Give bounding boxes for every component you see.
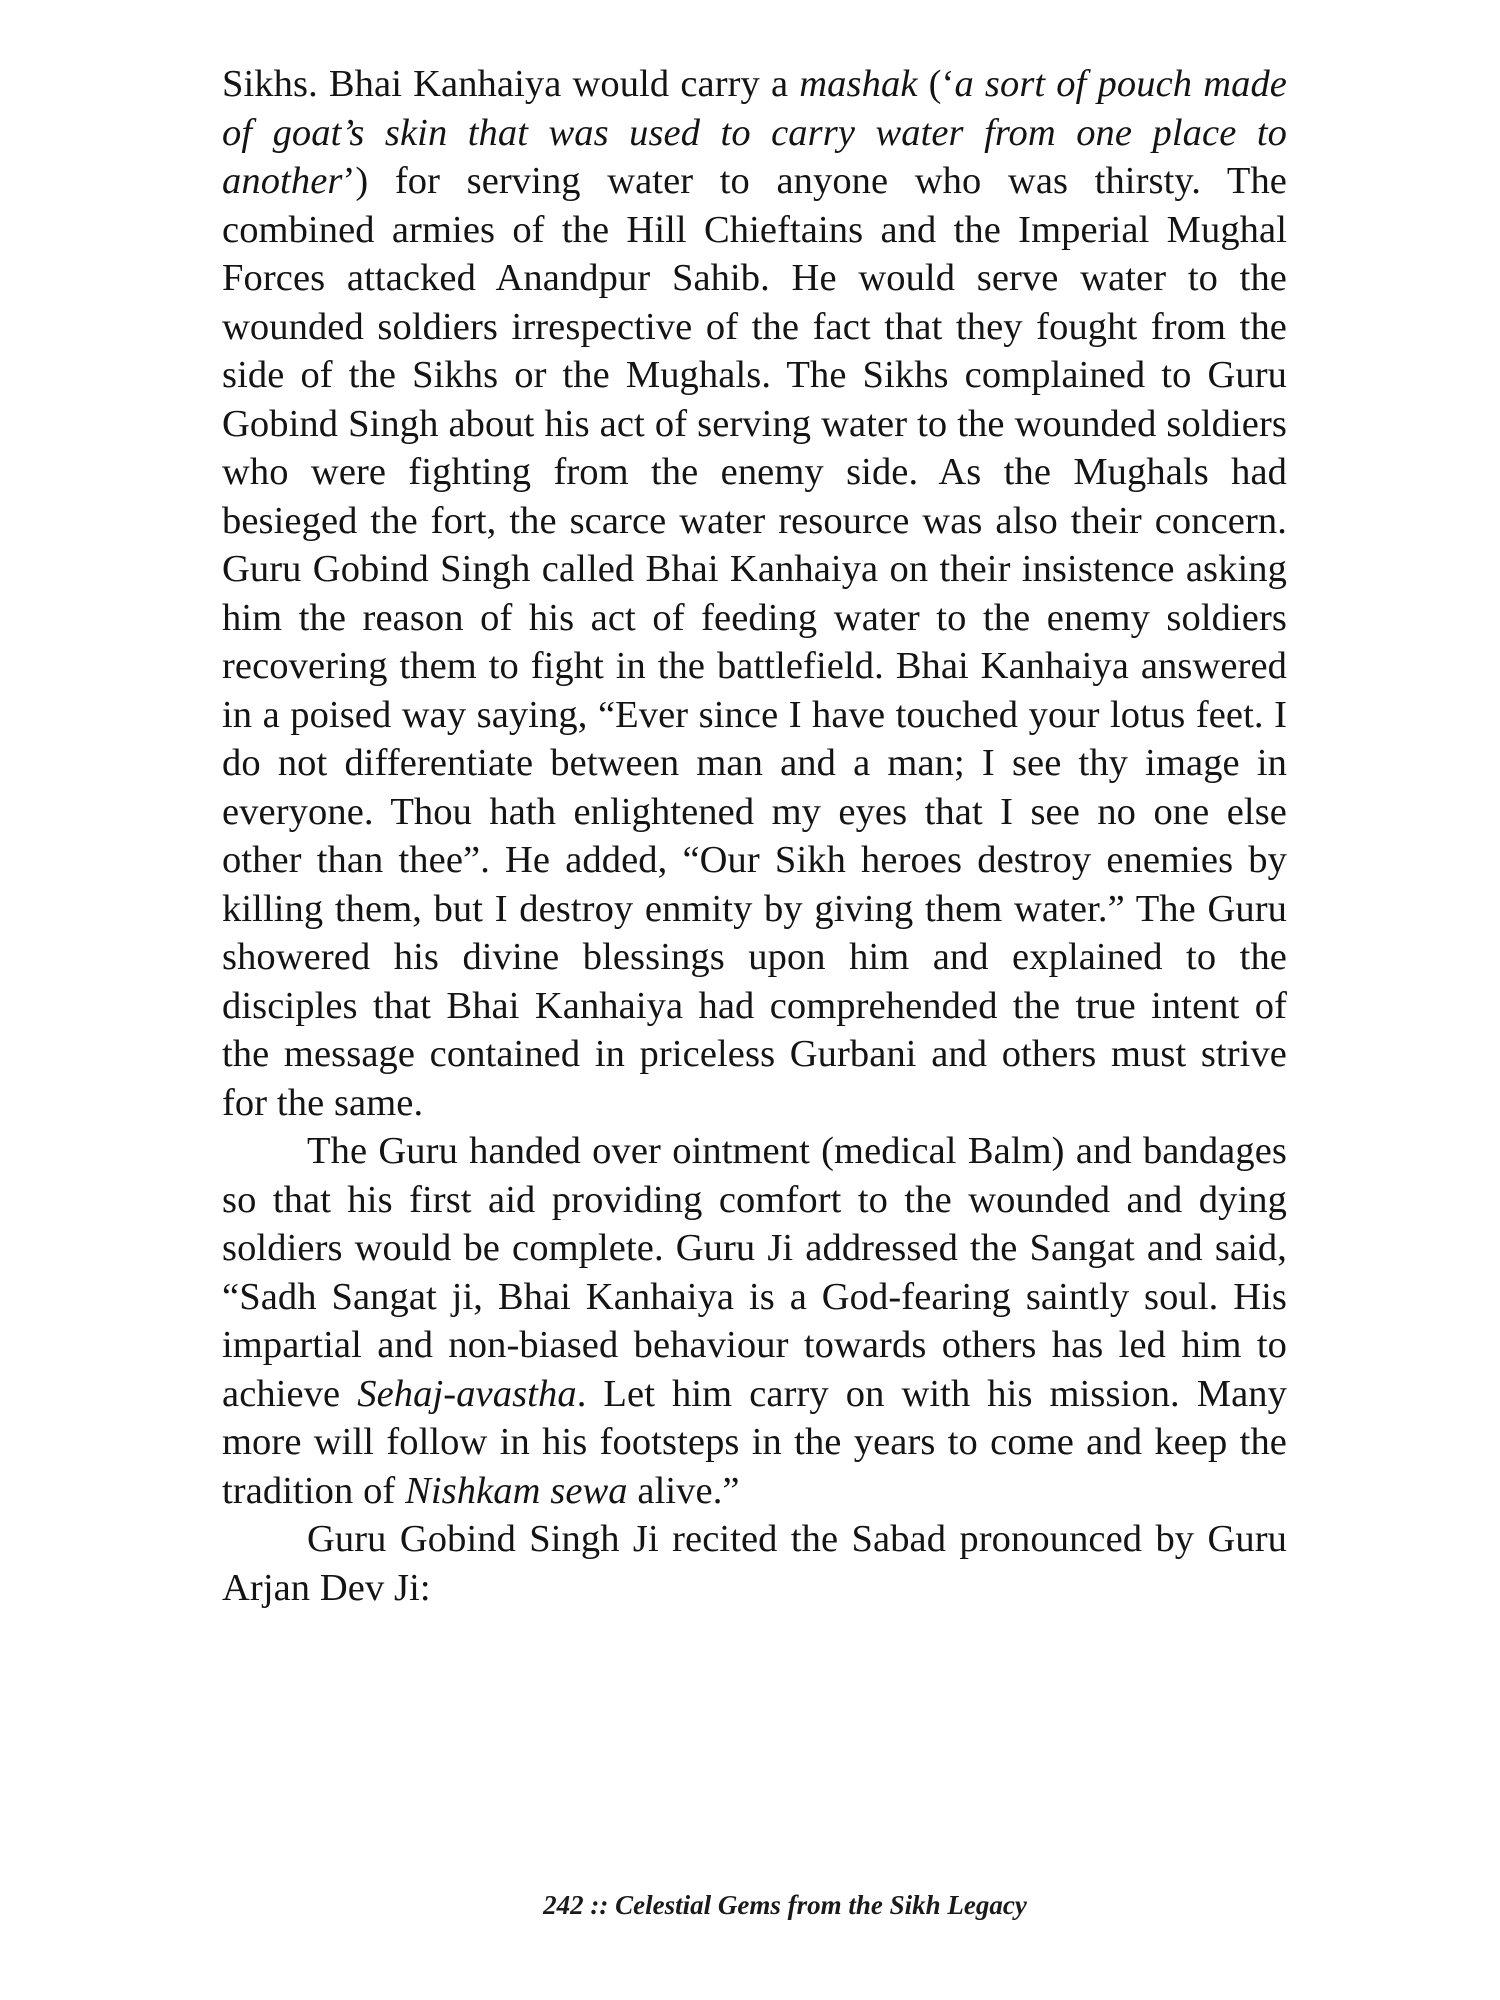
text-run: . Let him carry on with his mission. Many more will follow in his footsteps in the years to come and keep the tradition of bbox=[222, 1372, 1287, 1512]
paragraph-1 bbox=[222, 60, 1287, 1127]
text-run: ’) for serving water to anyone who was thirsty. The combined armies of the Hill Chieftains and the Imperial Mughal Forces attacked Anandpur Sahib. He would serve water to the wounded soldiers irrespective of the fact that they fought from the side of the Sikhs or the Mughals. The Sikhs complained to Guru Gobind Singh about his act of serving water to the wounded soldiers who were fighting from the enemy side. As the Mughals had besieged the fort, the scarce water resource was also their concern. Guru Gobind Singh called Bhai Kanhaiya on their insistence asking him the reason of his act of feeding water to the enemy soldiers recovering them to fight in the battlefield. Bhai Kanhaiya answered in a poised way saying, “Ever since I have touched your lotus feet. I do not differentiate between man and a man; I see thy image in everyone. Thou hath enlightened my eyes that I see no one else other than thee”. He added, “Our Sikh heroes destroy enemies by killing them, but I destroy enmity by giving them water.” The Guru showered his divine blessings upon him and explained to the disciples that Bhai Kanhaiya had comprehended the true intent of the message contained in priceless Gurbani and others must strive for the same. bbox=[222, 160, 1287, 1124]
italic-term-mashak: mashak bbox=[799, 63, 918, 105]
page-body bbox=[222, 60, 1287, 1612]
text-run: Sikhs. Bhai Kanhaiya would carry a bbox=[222, 63, 800, 105]
page-footer bbox=[0, 1890, 1500, 1921]
italic-term-nishkam-sewa: Nishkam sewa bbox=[405, 1469, 628, 1512]
italic-definition: a sort of pouch made of goat’s skin that was used to carry water from one place to another bbox=[222, 63, 1287, 202]
italic-term-sehaj-avastha: Sehaj-avastha bbox=[357, 1372, 577, 1415]
text-run: Guru Gobind Singh Ji recited the Sabad pronounced by Guru Arjan Dev Ji: bbox=[222, 1518, 1287, 1609]
book-title: Celestial Gems from the Sikh Legacy bbox=[615, 1890, 1027, 1920]
paragraph-3 bbox=[222, 1515, 1287, 1612]
page-number: 242 bbox=[543, 1890, 584, 1920]
footer-separator: :: bbox=[590, 1890, 609, 1920]
paragraph-2 bbox=[222, 1127, 1287, 1515]
text-run: (‘ bbox=[917, 63, 955, 105]
text-run: alive.” bbox=[627, 1469, 740, 1512]
text-run: The Guru handed over ointment (medical Balm) and bandages so that his first aid providing comfort to the wounded and dying soldiers would be complete. Guru Ji addressed the Sangat and said, “Sadh Sangat ji, Bhai Kanhaiya is a God-fearing saintly soul. His impartial and non-biased behaviour towards others has led him to achieve bbox=[222, 1130, 1287, 1415]
